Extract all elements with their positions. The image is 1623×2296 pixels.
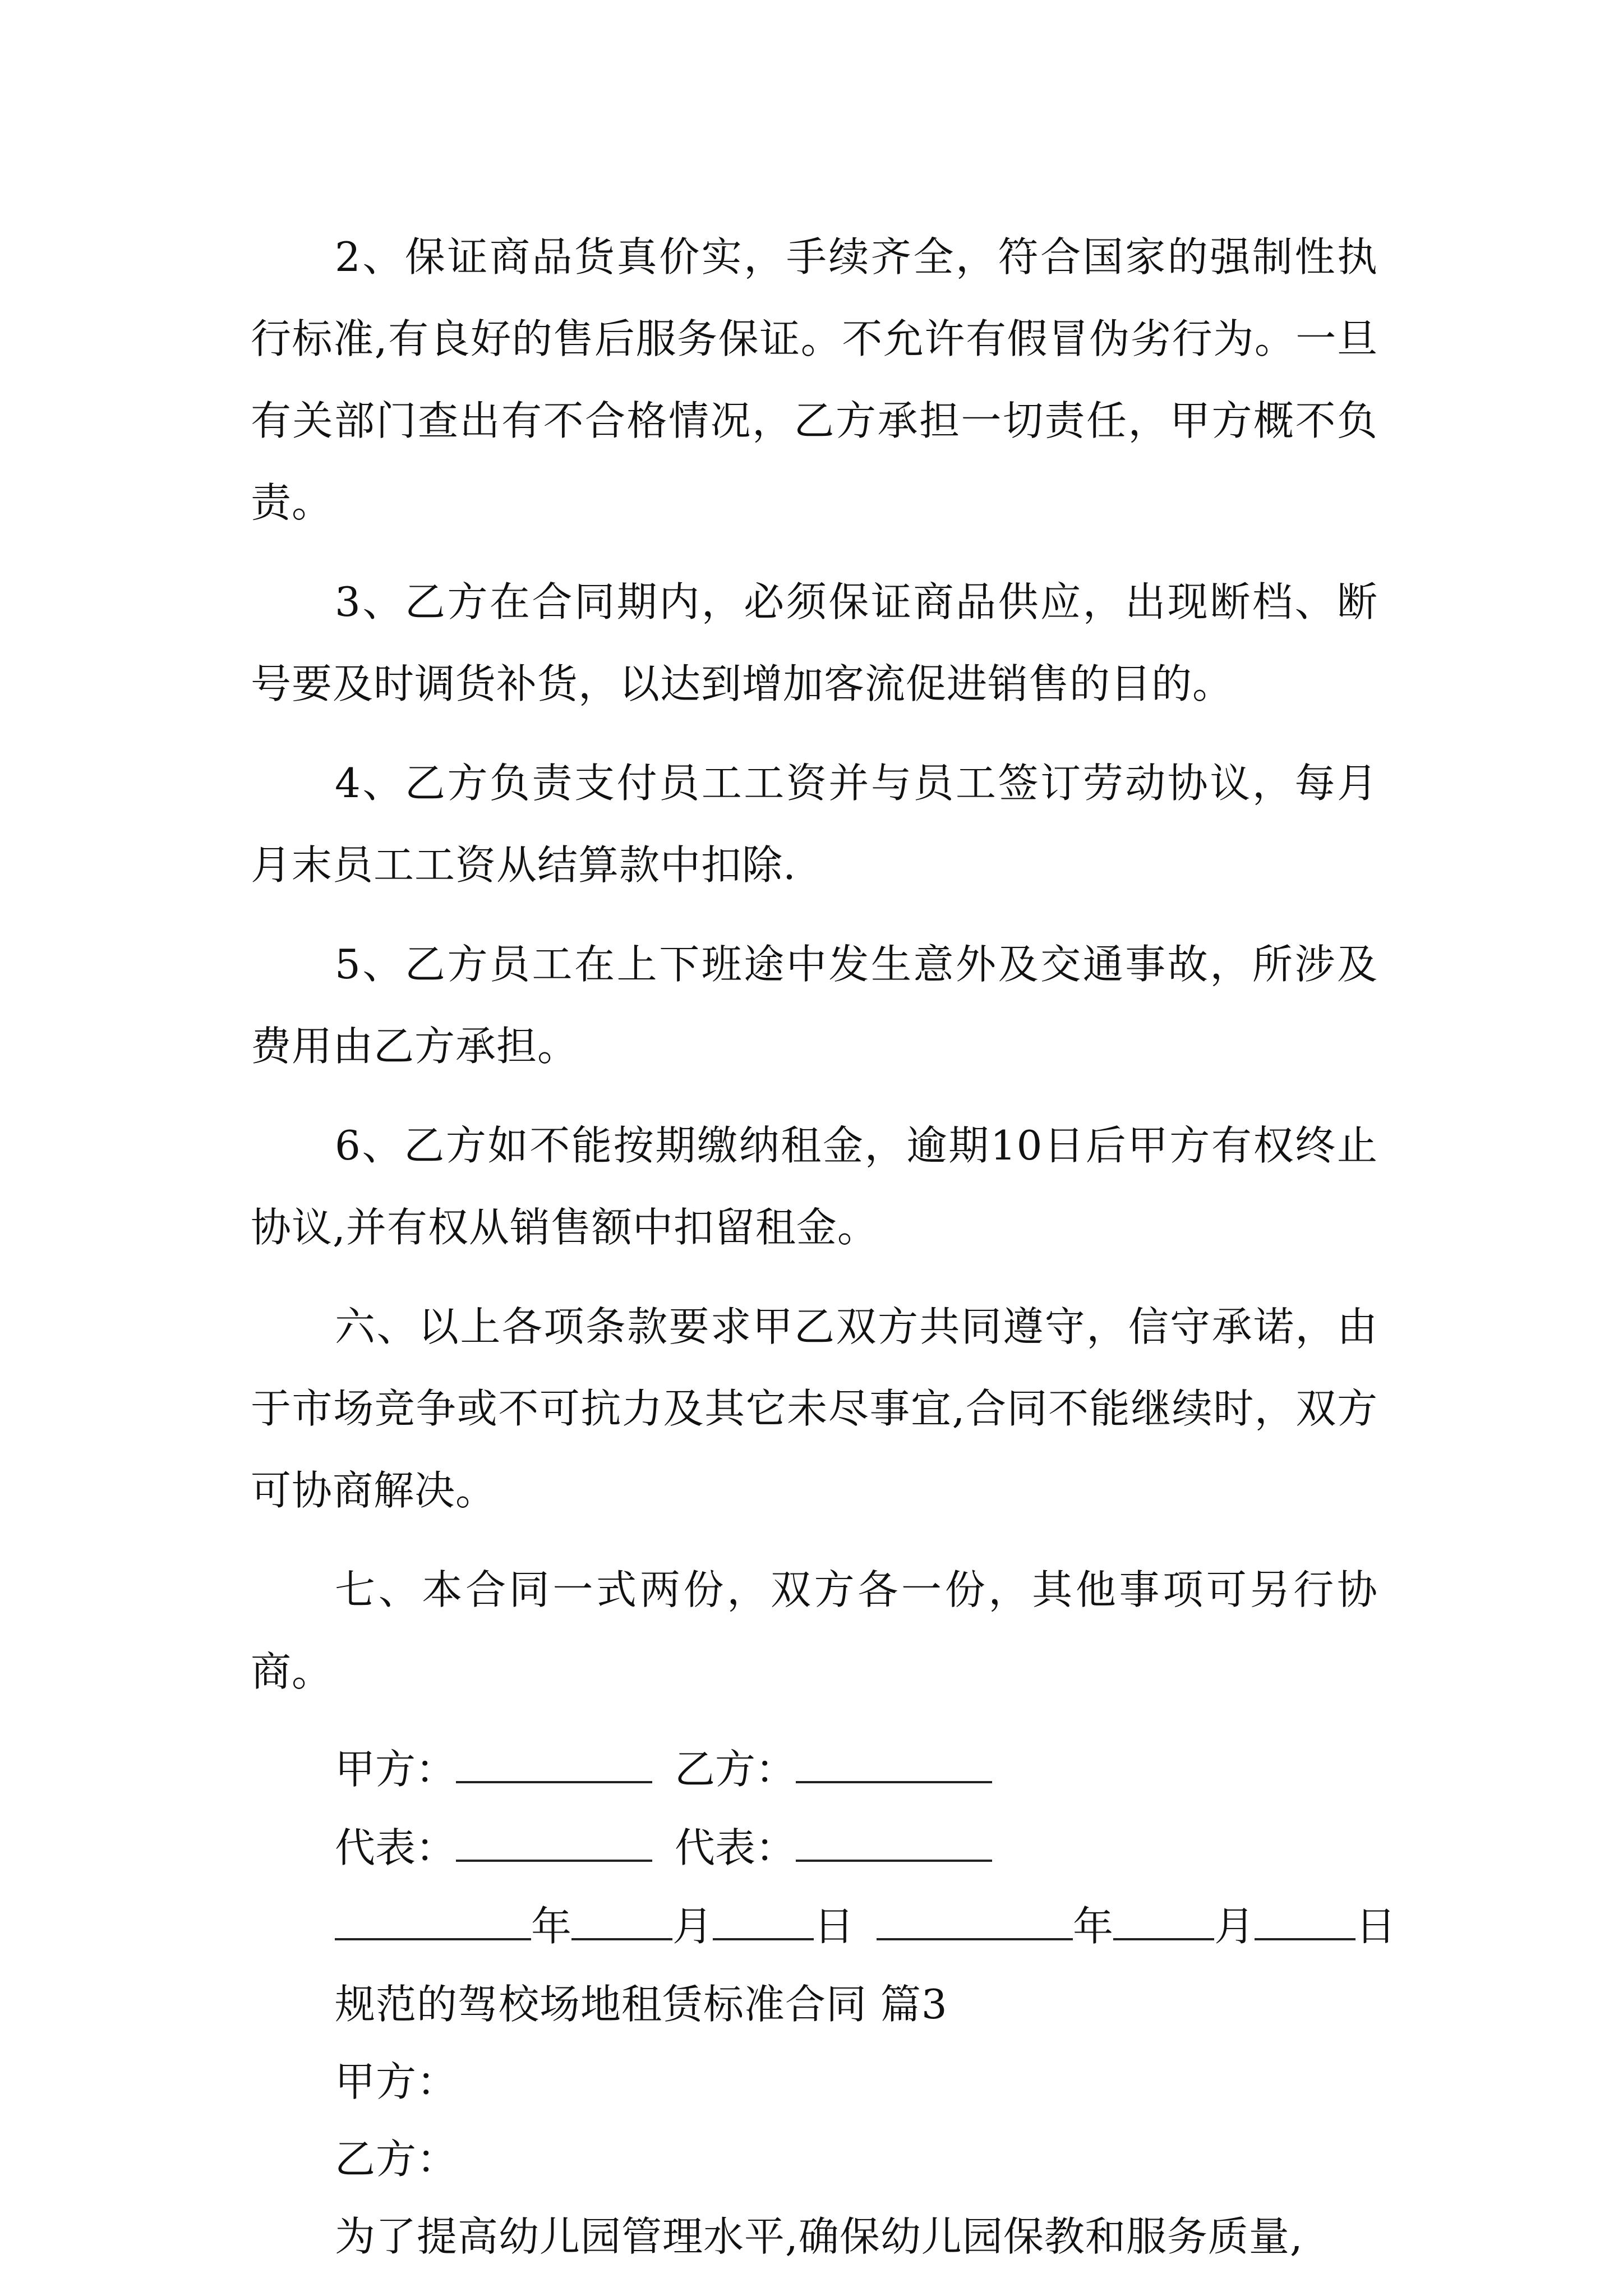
day-b-label: 日 <box>1355 1903 1396 1950</box>
party-b-blank <box>796 1747 992 1783</box>
clause-4: 4、乙方负责支付员工工资并与员工签订劳动协议，每月月末员工工资从结算款中扣除. <box>251 760 1378 889</box>
rep-a-label: 代表： <box>335 1824 457 1871</box>
representative-line <box>251 1809 1378 1887</box>
day-b-blank <box>1255 1904 1355 1940</box>
clause-3: 3、乙方在合同期内，必须保证商品供应，出现断档、断号要及时调货补货，以达到增加客流促进销售的目的。 <box>251 578 1378 707</box>
section-party-b: 乙方： <box>335 2136 458 2183</box>
month-b-label: 月 <box>1214 1903 1255 1950</box>
year-a-label: 年 <box>531 1903 572 1950</box>
day-a-label: 日 <box>814 1903 855 1950</box>
party-a-label: 甲方： <box>335 1746 457 1793</box>
month-a-label: 月 <box>672 1903 713 1950</box>
year-a-blank <box>335 1904 531 1940</box>
clause-2: 2、保证商品货真价实，手续齐全，符合国家的强制性执行标准,有良好的售后服务保证。不允许有假冒伪劣行为。一旦有关部门查出有不合格情况，乙方承担一切责任，甲方概不负责。 <box>251 233 1378 526</box>
document-body <box>251 216 1396 2275</box>
clause-5: 5、乙方员工在上下班途中发生意外及交通事故，所涉及费用由乙方承担。 <box>251 941 1378 1070</box>
rep-b-blank <box>796 1826 992 1862</box>
article-6: 六、以上各项条款要求甲乙双方共同遵守，信守承诺，由于市场竞争或不可抗力及其它未尽事宜,合同不能继续时，双方可协商解决。 <box>251 1303 1378 1514</box>
month-b-blank <box>1113 1904 1214 1940</box>
year-b-blank <box>877 1904 1073 1940</box>
section-title: 规范的驾校场地租赁标准合同 篇3 <box>335 1981 948 2028</box>
rep-a-blank <box>456 1826 652 1862</box>
date-line <box>251 1887 1396 1966</box>
month-a-blank <box>571 1904 672 1940</box>
clause-6: 6、乙方如不能按期缴纳租金，逾期10日后甲方有权终止协议,并有权从销售额中扣留租金。 <box>251 1122 1378 1251</box>
article-7: 七、本合同一式两份，双方各一份，其他事项可另行协商。 <box>251 1566 1378 1695</box>
party-a-blank <box>456 1747 652 1783</box>
year-b-label: 年 <box>1073 1903 1114 1950</box>
party-b-label: 乙方： <box>675 1746 796 1793</box>
rep-b-label: 代表： <box>675 1824 796 1871</box>
party-signature-line <box>251 1730 1378 1809</box>
section-intro: 为了提高幼儿园管理水平,确保幼儿园保教和服务质量, <box>335 2213 1303 2260</box>
day-a-blank <box>713 1904 814 1940</box>
section-party-a: 甲方： <box>335 2058 458 2105</box>
